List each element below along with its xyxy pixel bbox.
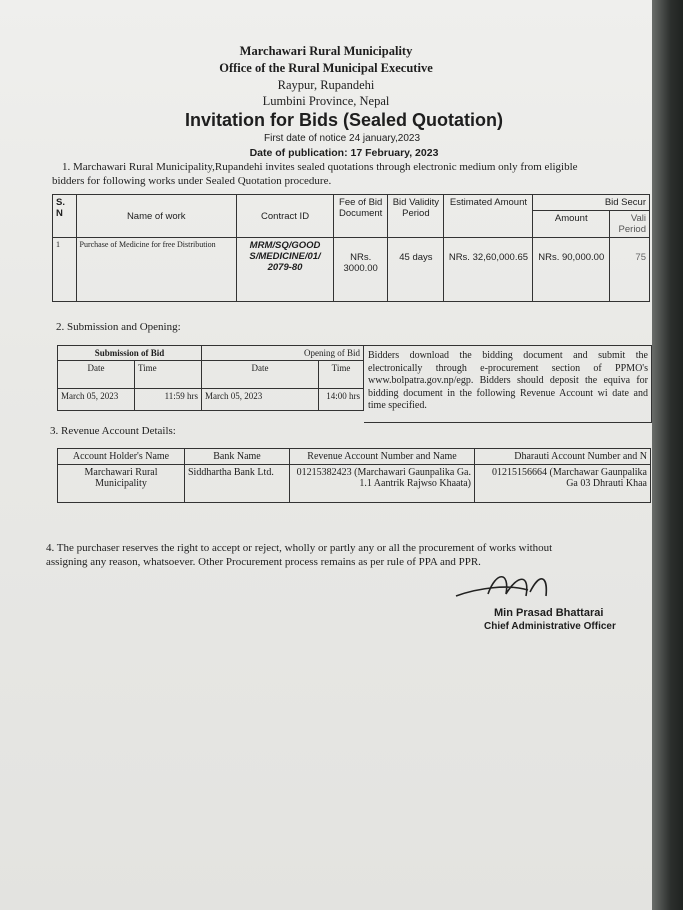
section4-line-2: assigning any reason, whatsoever. Other Procurement process remains as per rule of PPA and PPR. xyxy=(46,556,481,568)
header-fee: Fee of Bid Document xyxy=(334,195,388,238)
sub-date-value: March 05, 2023 xyxy=(58,389,135,411)
open-date-value: March 05, 2023 xyxy=(202,389,319,411)
intro-line-2: bidders for following works under Sealed Quotation procedure. xyxy=(52,175,332,187)
cell-name: Purchase of Medicine for free Distribution xyxy=(76,238,236,302)
address-line: Raypur, Rupandehi xyxy=(277,78,375,92)
header-name: Name of work xyxy=(76,195,236,238)
signatory-role: Chief Administrative Officer xyxy=(484,621,616,632)
signatory-name: Min Prasad Bhattarai xyxy=(494,607,604,619)
open-date-label: Date xyxy=(202,361,319,389)
cell-contract: MRM/SQ/GOOD S/MEDICINE/01/ 2079-80 xyxy=(236,238,333,302)
page-title: Invitation for Bids (Sealed Quotation) xyxy=(184,110,503,130)
sub-date-label: Date xyxy=(58,361,135,389)
submission-label: Submission of Bid xyxy=(58,346,202,361)
col-dharauti: Dharauti Account Number and N xyxy=(475,449,651,465)
first-notice-date: First date of notice 24 january,2023 xyxy=(263,133,421,144)
office-name: Office of the Rural Municipal Executive xyxy=(219,61,433,75)
section4-paragraph xyxy=(46,541,646,569)
intro-paragraph xyxy=(52,160,652,188)
cell-holder: Marchawari Rural Municipality xyxy=(58,465,185,503)
header-sn: S. N xyxy=(53,195,77,238)
cell-dharauti: 01215156664 (Marchawar Gaunpalika Ga 03 Dhrauti Khaa xyxy=(475,465,651,503)
section3-heading: 3. Revenue Account Details: xyxy=(50,425,176,437)
cell-estimate: NRs. 32,60,000.65 xyxy=(444,238,533,302)
open-time-label: Time xyxy=(319,361,364,389)
municipality-name: Marchawari Rural Municipality xyxy=(239,44,413,58)
submission-table xyxy=(57,345,364,411)
sub-time-label: Time xyxy=(135,361,202,389)
bid-table xyxy=(52,194,650,302)
col-revenue: Revenue Account Number and Name xyxy=(290,449,475,465)
header-sec-validity: Vali Period xyxy=(610,211,650,238)
header-validity: Bid Validity Period xyxy=(388,195,444,238)
header-sec-amount: Amount xyxy=(533,211,610,238)
cell-revenue: 01215382423 (Marchawari Gaunpalika Ga. 1.1 Aantrik Rajwso Khaata) xyxy=(290,465,475,503)
open-time-value: 14:00 hrs xyxy=(319,389,364,411)
cell-bank: Siddhartha Bank Ltd. xyxy=(185,465,290,503)
submission-instructions: Bidders download the bidding document and submit the electronically through e-procurement section of PPMO's www.bolpatra.gov.np/egp. Bidders should deposit the equiva for bidding document in the following Revenue Account wi date and time specified. xyxy=(364,345,652,423)
cell-validity: 45 days xyxy=(388,238,444,302)
table-row xyxy=(53,238,650,302)
opening-label: Opening of Bid xyxy=(202,346,364,361)
province-line: Lumbini Province, Nepal xyxy=(262,94,390,108)
section4-line-1: 4. The purchaser reserves the right to accept or reject, wholly or partly any or all the procurement of works without xyxy=(46,542,553,554)
header-estimate: Estimated Amount xyxy=(444,195,533,238)
revenue-table xyxy=(57,448,651,503)
publication-date: Date of publication: 17 February, 2023 xyxy=(249,147,439,159)
cell-sn: 1 xyxy=(53,238,77,302)
header-security: Bid Secur xyxy=(533,195,650,211)
header-contract: Contract ID xyxy=(236,195,333,238)
section2-heading: 2. Submission and Opening: xyxy=(56,321,181,333)
handwritten-signature xyxy=(448,566,558,611)
page-edge xyxy=(652,0,683,910)
cell-fee: NRs. 3000.00 xyxy=(334,238,388,302)
col-bank: Bank Name xyxy=(185,449,290,465)
cell-sec-amount: NRs. 90,000.00 xyxy=(533,238,610,302)
col-holder: Account Holder's Name xyxy=(58,449,185,465)
sub-time-value: 11:59 hrs xyxy=(135,389,202,411)
cell-sec-validity: 75 xyxy=(610,238,650,302)
intro-line-1: 1. Marchawari Rural Municipality,Rupandehi invites sealed quotations through electronic medium only from eligible xyxy=(62,161,578,173)
